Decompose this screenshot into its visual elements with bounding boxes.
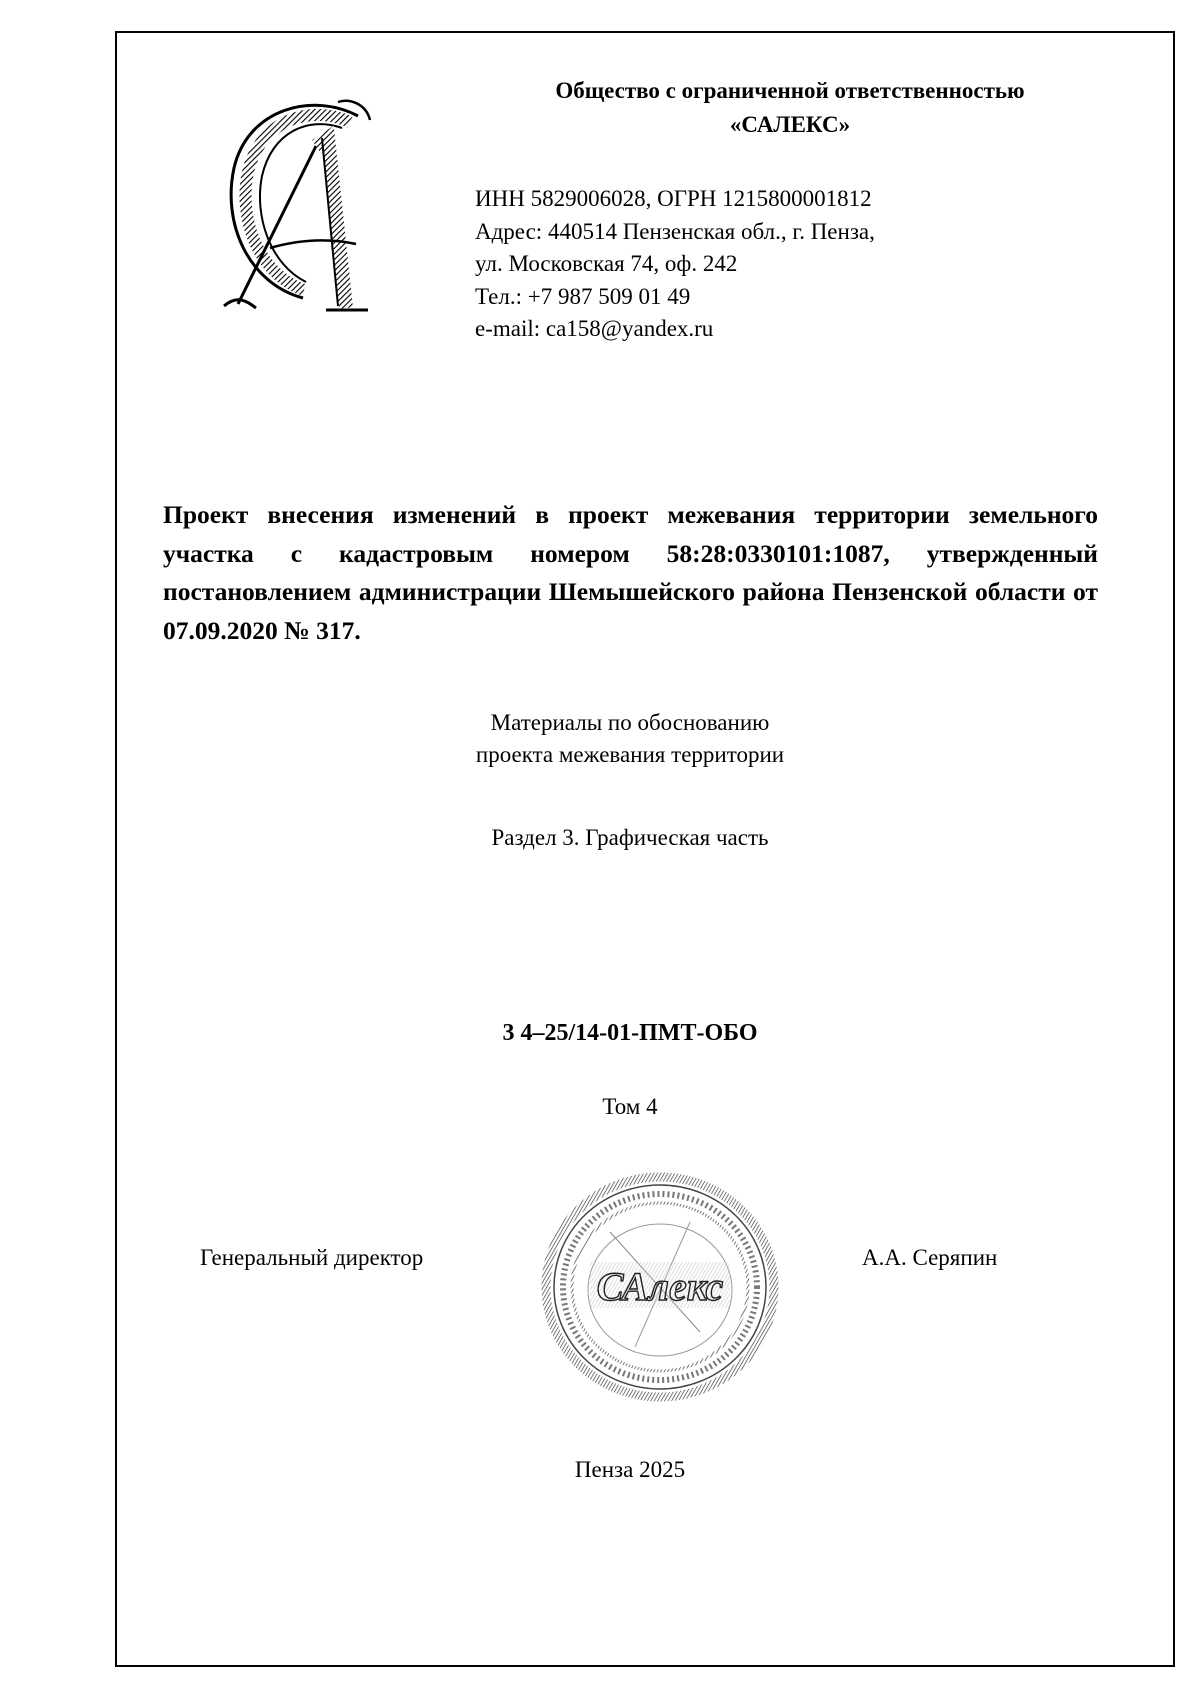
- organization-header: [460, 74, 1120, 142]
- organization-inn-ogrn: ИНН 5829006028, ОГРН 1215800001812: [475, 186, 872, 211]
- organization-address-line2: ул. Московская 74, оф. 242: [475, 251, 738, 276]
- city-year: Пенза 2025: [574, 1457, 686, 1482]
- subtitle-line-1: Материалы по обоснованию: [490, 710, 770, 735]
- document-section: Раздел 3. Графическая часть: [491, 825, 769, 850]
- signer-name: А.А. Серяпин: [862, 1245, 998, 1270]
- document-subtitle: [230, 707, 1030, 771]
- document-volume: Том 4: [602, 1094, 658, 1119]
- company-monogram-logo: [218, 98, 388, 320]
- stamp-label: САлекс: [596, 1264, 724, 1309]
- organization-type: Общество с ограниченной ответственностью: [555, 78, 1025, 103]
- organization-phone: Тел.: +7 987 509 01 49: [475, 283, 691, 309]
- organization-details: [475, 183, 875, 346]
- document-code: 3 4–25/14-01-ПМТ-ОБО: [502, 1020, 758, 1046]
- signer-position: Генеральный директор: [200, 1245, 424, 1270]
- company-stamp: [540, 1172, 780, 1402]
- subtitle-line-2: проекта межевания территории: [475, 742, 785, 767]
- organization-email: e-mail: ca158@yandex.ru: [475, 316, 714, 341]
- organization-name: «САЛЕКС»: [729, 112, 851, 137]
- document-title: Проект внесения изменений в проект межевания территории земельного участка с кадастровым номером 58:28:0330101:1087, утвержденный постановлением администрации Шемышейского района Пензенской области от 07.09.2020 № 317.: [163, 500, 1098, 645]
- organization-address-line1: Адрес: 440514 Пензенская обл., г. Пенза,: [475, 218, 875, 244]
